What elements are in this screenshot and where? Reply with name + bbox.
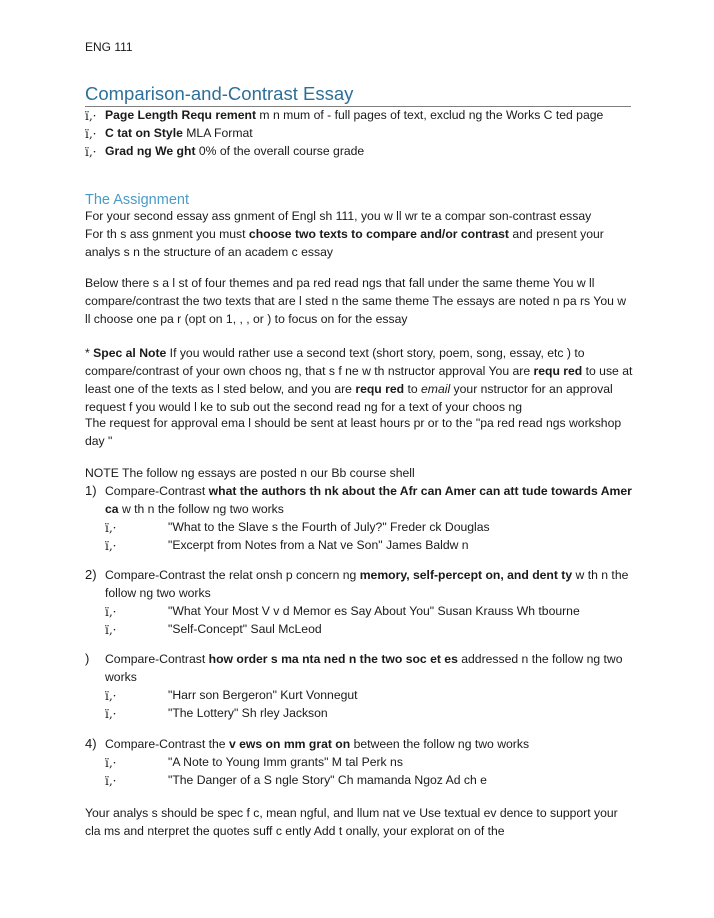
page-title: Comparison-and-Contrast Essay bbox=[85, 83, 631, 107]
requirement-label: Page Length Requ rement bbox=[105, 108, 257, 122]
work-title: "What to the Slave s the Fourth of July?" Freder ck Douglas bbox=[168, 520, 490, 534]
bullet-icon: ï‚· bbox=[105, 774, 117, 788]
bullet-icon: ï‚· bbox=[85, 127, 97, 141]
requirement-citation-style bbox=[85, 124, 631, 142]
themes-paragraph: Below there s a l st of four themes and pa red read ngs that fall under the same theme You w ll compare/contrast the two texts that are l sted n the same theme The essays are noted n pa rs You w ll choose one pa r (opt on 1, , , or ) to focus on for the essay bbox=[85, 276, 627, 326]
work-item bbox=[85, 602, 633, 620]
note-text: your nstructor for an approval request f you would l ke to sub out the second read ng for a text of your choos ng bbox=[85, 382, 613, 414]
bullet-icon: ï‚· bbox=[105, 689, 117, 703]
intro-text: and present your analys s n the structure of an academ c essay bbox=[85, 227, 604, 259]
requirement-page-length bbox=[85, 106, 631, 124]
course-header: ENG 111 bbox=[85, 40, 133, 54]
pair-text: Compare-Contrast bbox=[105, 652, 209, 666]
work-item bbox=[85, 686, 633, 704]
pair-1 bbox=[85, 482, 633, 554]
special-note-label: Spec al Note bbox=[93, 346, 167, 360]
pair-number: 4) bbox=[85, 736, 97, 751]
work-title: "The Lottery" Sh rley Jackson bbox=[168, 706, 328, 720]
work-title: "A Note to Young Imm grants" M tal Perk ns bbox=[168, 755, 403, 769]
intro-emphasis: choose two texts to compare and/or contrast bbox=[248, 227, 509, 241]
pair-3 bbox=[85, 650, 633, 722]
requirement-label: Grad ng We ght bbox=[105, 144, 196, 158]
pair-2 bbox=[85, 566, 633, 638]
pair-description bbox=[85, 650, 633, 686]
bullet-icon: ï‚· bbox=[85, 109, 97, 123]
work-item bbox=[85, 753, 633, 771]
work-item bbox=[85, 518, 633, 536]
pair-text: w th n the follow ng two works bbox=[105, 568, 629, 600]
intro-text: For th s ass gnment you must bbox=[85, 227, 249, 241]
note-text: to bbox=[404, 382, 422, 396]
note-line: NOTE The follow ng essays are posted n our Bb course shell bbox=[85, 466, 415, 480]
work-item bbox=[85, 536, 633, 554]
requirement-value: m n mum of - full pages of text, exclud ng the Works C ted page bbox=[256, 108, 604, 122]
pair-text: Compare-Contrast the bbox=[105, 737, 229, 751]
intro-paragraph-1: For your second essay ass gnment of Engl sh 111, you w ll wr te a compar son-contrast essay bbox=[85, 209, 592, 223]
requirements-list bbox=[85, 106, 631, 160]
pair-description bbox=[85, 566, 633, 602]
bullet-icon: ï‚· bbox=[105, 539, 117, 553]
note-text: to use at least one of the texts as l sted below, and you are bbox=[85, 364, 633, 396]
work-title: "Excerpt from Notes from a Nat ve Son" James Baldw n bbox=[168, 538, 469, 552]
pair-theme: what the authors th nk about the Afr can Amer can att tude towards Amer ca bbox=[105, 484, 632, 516]
note-email-emphasis: email bbox=[421, 382, 451, 396]
requirement-grading-weight bbox=[85, 142, 631, 160]
work-item bbox=[85, 771, 633, 789]
work-item bbox=[85, 620, 633, 638]
bullet-icon: ï‚· bbox=[105, 707, 117, 721]
pair-text: Compare-Contrast bbox=[105, 484, 209, 498]
note-emphasis: requ red bbox=[355, 382, 405, 396]
pair-theme: v ews on mm grat on bbox=[228, 737, 351, 751]
bullet-icon: ï‚· bbox=[105, 605, 117, 619]
bullet-icon: ï‚· bbox=[85, 145, 97, 159]
note-text: If you would rather use a second text (short story, poem, song, essay, etc ) to compare/contrast of your own choos ng, that s f ne w th nstructor approval You are bbox=[85, 346, 585, 378]
approval-request-paragraph: The request for approval ema l should be sent at least hours pr or to the "pa red read ngs workshop day " bbox=[85, 416, 622, 448]
bullet-icon: ï‚· bbox=[105, 623, 117, 637]
pair-text: w th n the follow ng two works bbox=[118, 502, 284, 516]
pair-text: between the follow ng two works bbox=[350, 737, 530, 751]
work-title: "What Your Most V v d Memor es Say About You" Susan Krauss Wh tbourne bbox=[168, 604, 580, 618]
pair-description bbox=[85, 482, 633, 518]
pair-theme: memory, self-percept on, and dent ty bbox=[359, 568, 573, 582]
pair-text: addressed n the follow ng two works bbox=[105, 652, 623, 684]
work-item bbox=[85, 704, 633, 722]
bullet-icon: ï‚· bbox=[105, 521, 117, 535]
requirement-label: C tat on Style bbox=[105, 126, 183, 140]
work-title: "The Danger of a S ngle Story" Ch mamanda Ngoz Ad ch e bbox=[168, 773, 487, 787]
requirement-value: 0% of the overall course grade bbox=[195, 144, 365, 158]
intro-paragraph-2 bbox=[85, 225, 633, 261]
work-title: "Harr son Bergeron" Kurt Vonnegut bbox=[168, 688, 358, 702]
work-title: "Self-Concept" Saul McLeod bbox=[168, 622, 322, 636]
note-emphasis: requ red bbox=[533, 364, 583, 378]
special-note-paragraph bbox=[85, 344, 633, 416]
bullet-icon: ï‚· bbox=[105, 756, 117, 770]
requirement-value: MLA Format bbox=[182, 126, 253, 140]
pair-number: 2) bbox=[85, 567, 97, 582]
pair-number: ) bbox=[85, 651, 90, 666]
pair-text: Compare-Contrast the relat onsh p concern ng bbox=[105, 568, 360, 582]
pair-theme: how order s ma nta ned n the two soc et es bbox=[208, 652, 458, 666]
note-star: * bbox=[85, 346, 94, 360]
assignment-heading: The Assignment bbox=[85, 192, 189, 208]
pair-description bbox=[85, 735, 633, 753]
pair-4 bbox=[85, 735, 633, 789]
pair-number: 1) bbox=[85, 483, 97, 498]
closing-paragraph: Your analys s should be spec f c, mean ngful, and llum nat ve Use textual ev dence to support your cla ms and nterpret the quotes suff c ently Add t onally, your explorat on of the bbox=[85, 806, 618, 838]
